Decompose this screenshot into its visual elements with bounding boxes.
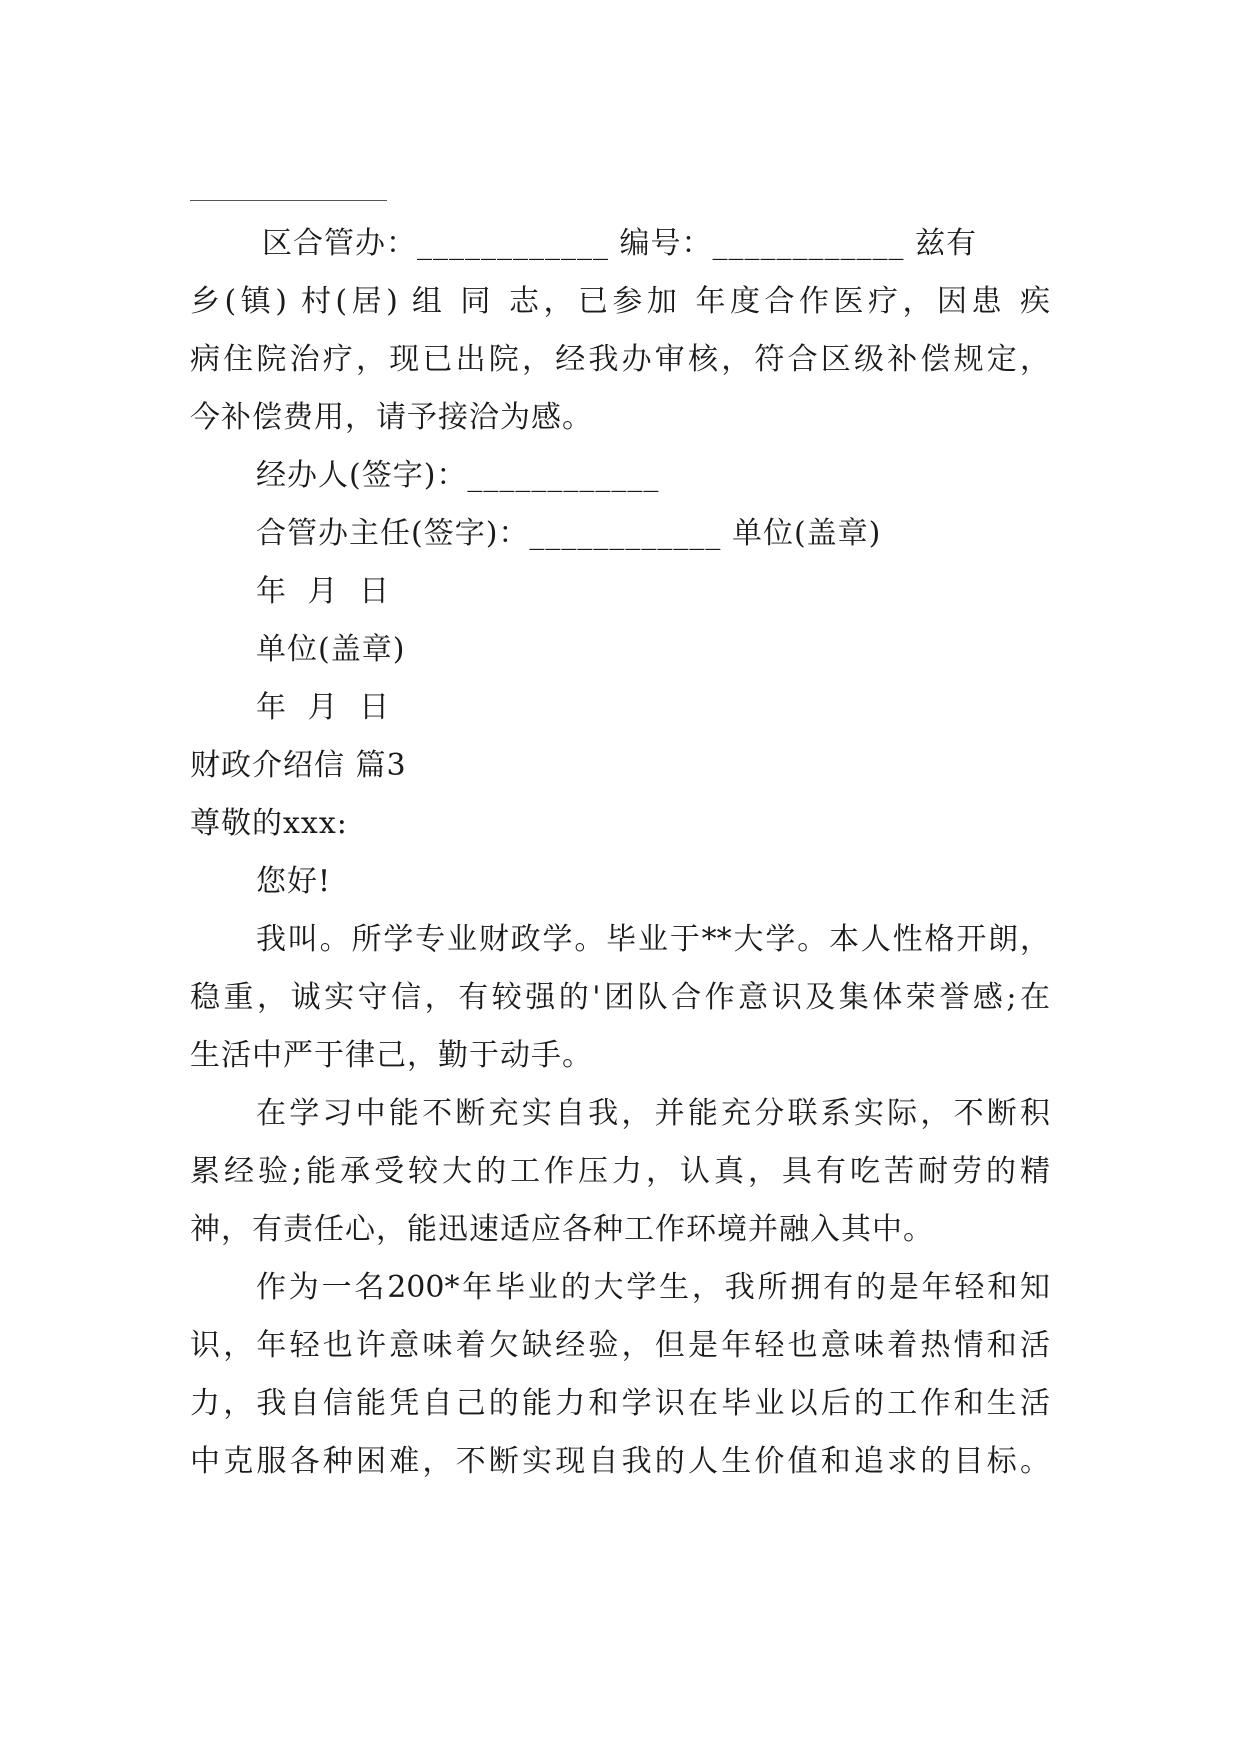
paragraph-3-line-3: 力，我自信能凭自己的能力和学识在毕业以后的工作和生活 bbox=[190, 1386, 1050, 1421]
paragraph-3-line-2: 识，年轻也许意味着欠缺经验，但是年轻也意味着热情和活 bbox=[190, 1328, 1050, 1363]
paragraph-1-line-2: 稳重，诚实守信，有较强的'团队合作意识及集体荣誉感;在 bbox=[190, 980, 1050, 1015]
handler-signature-line: 经办人(签字)：____________ bbox=[256, 458, 660, 493]
paragraph-3-line-4: 中克服各种困难，不断实现自我的人生价值和追求的目标。 bbox=[190, 1444, 1050, 1479]
form-line-1: 区合管办：____________ 编号：____________ 兹有 bbox=[262, 226, 978, 261]
paragraph-2-line-3: 神，有责任心，能迅速适应各种工作环境并融入其中。 bbox=[190, 1212, 934, 1247]
date-line-1: 年 月 日 bbox=[256, 574, 396, 609]
paragraph-3-line-1: 作为一名200*年毕业的大学生，我所拥有的是年轻和知 bbox=[256, 1270, 1050, 1305]
form-line-2: 乡(镇) 村(居) 组 同 志，已参加 年度合作医疗，因患 疾 bbox=[190, 284, 1050, 319]
paragraph-2-line-1: 在学习中能不断充实自我，并能充分联系实际，不断积 bbox=[256, 1096, 1050, 1131]
date-line-2: 年 月 日 bbox=[256, 690, 396, 725]
seal-line: 单位(盖章) bbox=[256, 632, 406, 667]
director-signature-line: 合管办主任(签字)：____________ 单位(盖章) bbox=[256, 516, 882, 551]
top-rule bbox=[190, 200, 387, 201]
form-line-3: 病住院治疗，现已出院，经我办审核，符合区级补偿规定， bbox=[190, 342, 1050, 377]
section-heading: 财政介绍信 篇3 bbox=[190, 748, 407, 783]
paragraph-2-line-2: 累经验;能承受较大的工作压力，认真，具有吃苦耐劳的精 bbox=[190, 1154, 1050, 1189]
salutation: 尊敬的xxx: bbox=[190, 806, 348, 841]
paragraph-1-line-1: 我叫。所学专业财政学。毕业于**大学。本人性格开朗， bbox=[256, 922, 1050, 957]
paragraph-1-line-3: 生活中严于律己，勤于动手。 bbox=[190, 1038, 593, 1073]
greeting: 您好! bbox=[256, 864, 332, 899]
form-line-4: 今补偿费用，请予接洽为感。 bbox=[190, 400, 593, 435]
